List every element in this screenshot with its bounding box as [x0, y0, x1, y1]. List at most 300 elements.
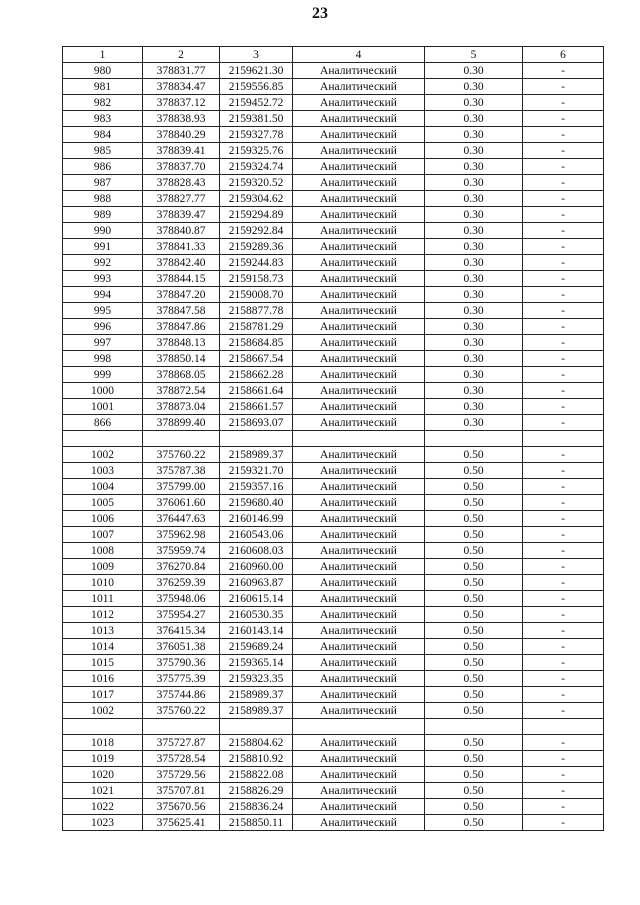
accuracy-cell: 0.50 [425, 559, 523, 575]
accuracy-cell: 0.50 [425, 687, 523, 703]
table-row [63, 511, 604, 527]
point-number-cell: 988 [63, 191, 143, 207]
note-cell: - [523, 623, 604, 639]
accuracy-cell: 0.30 [425, 367, 523, 383]
method-cell: Аналитический [293, 63, 425, 79]
point-number-cell: 983 [63, 111, 143, 127]
note-cell: - [523, 63, 604, 79]
accuracy-cell: 0.30 [425, 303, 523, 319]
method-cell: Аналитический [293, 543, 425, 559]
method-cell: Аналитический [293, 703, 425, 719]
table-row [63, 751, 604, 767]
accuracy-cell: 0.50 [425, 655, 523, 671]
x-coordinate-cell: 375954.27 [143, 607, 220, 623]
accuracy-cell: 0.50 [425, 639, 523, 655]
note-cell: - [523, 527, 604, 543]
y-coordinate-cell: 2158850.11 [220, 815, 293, 831]
table-row [63, 559, 604, 575]
point-number-cell: 1010 [63, 575, 143, 591]
y-coordinate-cell: 2158989.37 [220, 703, 293, 719]
point-number-cell: 984 [63, 127, 143, 143]
y-coordinate-cell: 2158989.37 [220, 687, 293, 703]
point-number-cell: 980 [63, 63, 143, 79]
note-cell: - [523, 799, 604, 815]
point-number-cell: 1004 [63, 479, 143, 495]
y-coordinate-cell: 2158667.54 [220, 351, 293, 367]
point-number-cell: 1021 [63, 783, 143, 799]
accuracy-cell: 0.30 [425, 175, 523, 191]
table-row [63, 207, 604, 223]
method-cell: Аналитический [293, 287, 425, 303]
table-row [63, 575, 604, 591]
note-cell: - [523, 255, 604, 271]
accuracy-cell: 0.30 [425, 111, 523, 127]
table-row [63, 367, 604, 383]
method-cell: Аналитический [293, 367, 425, 383]
y-coordinate-cell: 2159452.72 [220, 95, 293, 111]
note-cell: - [523, 735, 604, 751]
column-header: 6 [523, 47, 604, 63]
point-number-cell: 1022 [63, 799, 143, 815]
empty-cell [220, 431, 293, 447]
table-row [63, 623, 604, 639]
y-coordinate-cell: 2158661.64 [220, 383, 293, 399]
method-cell: Аналитический [293, 159, 425, 175]
table-row [63, 143, 604, 159]
accuracy-cell: 0.30 [425, 255, 523, 271]
table-row [63, 383, 604, 399]
point-number-cell: 999 [63, 367, 143, 383]
point-number-cell: 981 [63, 79, 143, 95]
point-number-cell: 1002 [63, 703, 143, 719]
empty-cell [293, 719, 425, 735]
method-cell: Аналитический [293, 559, 425, 575]
note-cell: - [523, 335, 604, 351]
method-cell: Аналитический [293, 175, 425, 191]
point-number-cell: 1016 [63, 671, 143, 687]
table-header-row [63, 47, 604, 63]
x-coordinate-cell: 378872.54 [143, 383, 220, 399]
note-cell: - [523, 111, 604, 127]
note-cell: - [523, 591, 604, 607]
method-cell: Аналитический [293, 95, 425, 111]
table-row [63, 111, 604, 127]
accuracy-cell: 0.30 [425, 207, 523, 223]
accuracy-cell: 0.50 [425, 591, 523, 607]
method-cell: Аналитический [293, 271, 425, 287]
point-number-cell: 1009 [63, 559, 143, 575]
method-cell: Аналитический [293, 655, 425, 671]
method-cell: Аналитический [293, 191, 425, 207]
y-coordinate-cell: 2159289.36 [220, 239, 293, 255]
point-number-cell: 990 [63, 223, 143, 239]
note-cell: - [523, 159, 604, 175]
y-coordinate-cell: 2160608.03 [220, 543, 293, 559]
table-row [63, 671, 604, 687]
y-coordinate-cell: 2159321.70 [220, 463, 293, 479]
table-row [63, 95, 604, 111]
method-cell: Аналитический [293, 255, 425, 271]
point-number-cell: 987 [63, 175, 143, 191]
accuracy-cell: 0.30 [425, 127, 523, 143]
method-cell: Аналитический [293, 111, 425, 127]
accuracy-cell: 0.50 [425, 495, 523, 511]
table-row [63, 447, 604, 463]
column-header: 1 [63, 47, 143, 63]
x-coordinate-cell: 376415.34 [143, 623, 220, 639]
note-cell: - [523, 639, 604, 655]
table-row [63, 735, 604, 751]
x-coordinate-cell: 378899.40 [143, 415, 220, 431]
method-cell: Аналитический [293, 415, 425, 431]
table-row [63, 399, 604, 415]
accuracy-cell: 0.50 [425, 447, 523, 463]
y-coordinate-cell: 2159244.83 [220, 255, 293, 271]
note-cell: - [523, 319, 604, 335]
note-cell: - [523, 399, 604, 415]
y-coordinate-cell: 2158684.85 [220, 335, 293, 351]
point-number-cell: 1013 [63, 623, 143, 639]
note-cell: - [523, 687, 604, 703]
method-cell: Аналитический [293, 527, 425, 543]
accuracy-cell: 0.50 [425, 767, 523, 783]
accuracy-cell: 0.50 [425, 623, 523, 639]
x-coordinate-cell: 376447.63 [143, 511, 220, 527]
table-row [63, 639, 604, 655]
y-coordinate-cell: 2159680.40 [220, 495, 293, 511]
point-number-cell: 1001 [63, 399, 143, 415]
method-cell: Аналитический [293, 127, 425, 143]
point-number-cell: 998 [63, 351, 143, 367]
point-number-cell: 1003 [63, 463, 143, 479]
note-cell: - [523, 543, 604, 559]
table-row [63, 527, 604, 543]
column-header: 5 [425, 47, 523, 63]
accuracy-cell: 0.50 [425, 527, 523, 543]
table-row [63, 351, 604, 367]
y-coordinate-cell: 2159323.35 [220, 671, 293, 687]
y-coordinate-cell: 2158836.24 [220, 799, 293, 815]
method-cell: Аналитический [293, 335, 425, 351]
table-row [63, 287, 604, 303]
table-row [63, 815, 604, 831]
method-cell: Аналитический [293, 447, 425, 463]
y-coordinate-cell: 2159689.24 [220, 639, 293, 655]
table-row [63, 255, 604, 271]
accuracy-cell: 0.30 [425, 191, 523, 207]
empty-cell [293, 431, 425, 447]
x-coordinate-cell: 375948.06 [143, 591, 220, 607]
x-coordinate-cell: 376061.60 [143, 495, 220, 511]
y-coordinate-cell: 2159556.85 [220, 79, 293, 95]
y-coordinate-cell: 2158693.07 [220, 415, 293, 431]
accuracy-cell: 0.30 [425, 319, 523, 335]
y-coordinate-cell: 2158810.92 [220, 751, 293, 767]
method-cell: Аналитический [293, 607, 425, 623]
x-coordinate-cell: 375760.22 [143, 447, 220, 463]
method-cell: Аналитический [293, 671, 425, 687]
x-coordinate-cell: 375728.54 [143, 751, 220, 767]
y-coordinate-cell: 2159325.76 [220, 143, 293, 159]
x-coordinate-cell: 378834.47 [143, 79, 220, 95]
x-coordinate-cell: 378868.05 [143, 367, 220, 383]
column-header: 2 [143, 47, 220, 63]
y-coordinate-cell: 2159357.16 [220, 479, 293, 495]
point-number-cell: 985 [63, 143, 143, 159]
method-cell: Аналитический [293, 223, 425, 239]
accuracy-cell: 0.50 [425, 575, 523, 591]
y-coordinate-cell: 2159294.89 [220, 207, 293, 223]
note-cell: - [523, 415, 604, 431]
x-coordinate-cell: 378837.12 [143, 95, 220, 111]
x-coordinate-cell: 378831.77 [143, 63, 220, 79]
y-coordinate-cell: 2160615.14 [220, 591, 293, 607]
table-row [63, 463, 604, 479]
empty-cell [523, 719, 604, 735]
point-number-cell: 1005 [63, 495, 143, 511]
accuracy-cell: 0.50 [425, 543, 523, 559]
note-cell: - [523, 175, 604, 191]
x-coordinate-cell: 375707.81 [143, 783, 220, 799]
point-number-cell: 996 [63, 319, 143, 335]
table-row [63, 63, 604, 79]
x-coordinate-cell: 378840.87 [143, 223, 220, 239]
note-cell: - [523, 671, 604, 687]
method-cell: Аналитический [293, 751, 425, 767]
accuracy-cell: 0.50 [425, 671, 523, 687]
y-coordinate-cell: 2158822.08 [220, 767, 293, 783]
method-cell: Аналитический [293, 623, 425, 639]
note-cell: - [523, 815, 604, 831]
y-coordinate-cell: 2160530.35 [220, 607, 293, 623]
empty-cell [425, 719, 523, 735]
note-cell: - [523, 703, 604, 719]
x-coordinate-cell: 376259.39 [143, 575, 220, 591]
table-row [63, 703, 604, 719]
method-cell: Аналитический [293, 207, 425, 223]
table-row [63, 783, 604, 799]
accuracy-cell: 0.50 [425, 799, 523, 815]
empty-cell [63, 431, 143, 447]
note-cell: - [523, 79, 604, 95]
table-row [63, 495, 604, 511]
note-cell: - [523, 271, 604, 287]
accuracy-cell: 0.30 [425, 223, 523, 239]
accuracy-cell: 0.30 [425, 95, 523, 111]
x-coordinate-cell: 378841.33 [143, 239, 220, 255]
group-separator-row [63, 431, 604, 447]
method-cell: Аналитический [293, 495, 425, 511]
accuracy-cell: 0.30 [425, 351, 523, 367]
method-cell: Аналитический [293, 735, 425, 751]
point-number-cell: 1014 [63, 639, 143, 655]
point-number-cell: 997 [63, 335, 143, 351]
method-cell: Аналитический [293, 143, 425, 159]
x-coordinate-cell: 378827.77 [143, 191, 220, 207]
method-cell: Аналитический [293, 575, 425, 591]
method-cell: Аналитический [293, 767, 425, 783]
accuracy-cell: 0.50 [425, 479, 523, 495]
column-header: 3 [220, 47, 293, 63]
x-coordinate-cell: 378842.40 [143, 255, 220, 271]
note-cell: - [523, 575, 604, 591]
accuracy-cell: 0.30 [425, 383, 523, 399]
y-coordinate-cell: 2160543.06 [220, 527, 293, 543]
method-cell: Аналитический [293, 479, 425, 495]
table-row [63, 127, 604, 143]
x-coordinate-cell: 375727.87 [143, 735, 220, 751]
y-coordinate-cell: 2160146.99 [220, 511, 293, 527]
note-cell: - [523, 287, 604, 303]
y-coordinate-cell: 2159621.30 [220, 63, 293, 79]
point-number-cell: 1015 [63, 655, 143, 671]
y-coordinate-cell: 2159365.14 [220, 655, 293, 671]
point-number-cell: 1008 [63, 543, 143, 559]
x-coordinate-cell: 378828.43 [143, 175, 220, 191]
note-cell: - [523, 303, 604, 319]
y-coordinate-cell: 2159008.70 [220, 287, 293, 303]
group-separator-row [63, 719, 604, 735]
note-cell: - [523, 767, 604, 783]
x-coordinate-cell: 375959.74 [143, 543, 220, 559]
accuracy-cell: 0.30 [425, 143, 523, 159]
x-coordinate-cell: 378838.93 [143, 111, 220, 127]
note-cell: - [523, 463, 604, 479]
table-row [63, 159, 604, 175]
note-cell: - [523, 191, 604, 207]
point-number-cell: 989 [63, 207, 143, 223]
x-coordinate-cell: 378840.29 [143, 127, 220, 143]
y-coordinate-cell: 2158826.29 [220, 783, 293, 799]
method-cell: Аналитический [293, 351, 425, 367]
y-coordinate-cell: 2159327.78 [220, 127, 293, 143]
x-coordinate-cell: 376270.84 [143, 559, 220, 575]
table-row [63, 479, 604, 495]
x-coordinate-cell: 376051.38 [143, 639, 220, 655]
y-coordinate-cell: 2158781.29 [220, 319, 293, 335]
y-coordinate-cell: 2159320.52 [220, 175, 293, 191]
point-number-cell: 1019 [63, 751, 143, 767]
method-cell: Аналитический [293, 591, 425, 607]
point-number-cell: 994 [63, 287, 143, 303]
x-coordinate-cell: 378839.41 [143, 143, 220, 159]
y-coordinate-cell: 2160143.14 [220, 623, 293, 639]
table-row [63, 607, 604, 623]
y-coordinate-cell: 2158989.37 [220, 447, 293, 463]
coordinates-table [62, 46, 604, 831]
column-header: 4 [293, 47, 425, 63]
x-coordinate-cell: 378837.70 [143, 159, 220, 175]
note-cell: - [523, 127, 604, 143]
x-coordinate-cell: 375962.98 [143, 527, 220, 543]
table-row [63, 767, 604, 783]
accuracy-cell: 0.50 [425, 815, 523, 831]
note-cell: - [523, 95, 604, 111]
method-cell: Аналитический [293, 399, 425, 415]
accuracy-cell: 0.30 [425, 239, 523, 255]
point-number-cell: 986 [63, 159, 143, 175]
x-coordinate-cell: 375775.39 [143, 671, 220, 687]
y-coordinate-cell: 2158661.57 [220, 399, 293, 415]
table-row [63, 175, 604, 191]
table-row [63, 799, 604, 815]
y-coordinate-cell: 2158662.28 [220, 367, 293, 383]
table-row [63, 303, 604, 319]
x-coordinate-cell: 375744.86 [143, 687, 220, 703]
method-cell: Аналитический [293, 303, 425, 319]
method-cell: Аналитический [293, 383, 425, 399]
x-coordinate-cell: 378847.86 [143, 319, 220, 335]
accuracy-cell: 0.30 [425, 399, 523, 415]
table-row [63, 191, 604, 207]
method-cell: Аналитический [293, 799, 425, 815]
accuracy-cell: 0.50 [425, 511, 523, 527]
page-number: 23 [312, 5, 328, 22]
note-cell: - [523, 351, 604, 367]
accuracy-cell: 0.30 [425, 79, 523, 95]
accuracy-cell: 0.50 [425, 783, 523, 799]
point-number-cell: 1023 [63, 815, 143, 831]
x-coordinate-cell: 375787.38 [143, 463, 220, 479]
x-coordinate-cell: 375670.56 [143, 799, 220, 815]
x-coordinate-cell: 378847.20 [143, 287, 220, 303]
x-coordinate-cell: 375625.41 [143, 815, 220, 831]
table-row [63, 79, 604, 95]
note-cell: - [523, 367, 604, 383]
point-number-cell: 1020 [63, 767, 143, 783]
table-row [63, 271, 604, 287]
empty-cell [425, 431, 523, 447]
empty-cell [143, 719, 220, 735]
x-coordinate-cell: 378847.58 [143, 303, 220, 319]
note-cell: - [523, 447, 604, 463]
table-row [63, 655, 604, 671]
accuracy-cell: 0.50 [425, 607, 523, 623]
empty-cell [143, 431, 220, 447]
table-row [63, 687, 604, 703]
table-body [63, 63, 604, 831]
note-cell: - [523, 143, 604, 159]
point-number-cell: 1018 [63, 735, 143, 751]
note-cell: - [523, 751, 604, 767]
y-coordinate-cell: 2160960.00 [220, 559, 293, 575]
note-cell: - [523, 783, 604, 799]
method-cell: Аналитический [293, 687, 425, 703]
y-coordinate-cell: 2159381.50 [220, 111, 293, 127]
point-number-cell: 1011 [63, 591, 143, 607]
note-cell: - [523, 239, 604, 255]
table-row [63, 543, 604, 559]
point-number-cell: 866 [63, 415, 143, 431]
x-coordinate-cell: 378848.13 [143, 335, 220, 351]
table-row [63, 415, 604, 431]
method-cell: Аналитический [293, 639, 425, 655]
x-coordinate-cell: 378850.14 [143, 351, 220, 367]
note-cell: - [523, 223, 604, 239]
method-cell: Аналитический [293, 319, 425, 335]
x-coordinate-cell: 378873.04 [143, 399, 220, 415]
method-cell: Аналитический [293, 239, 425, 255]
point-number-cell: 1000 [63, 383, 143, 399]
x-coordinate-cell: 378839.47 [143, 207, 220, 223]
empty-cell [220, 719, 293, 735]
note-cell: - [523, 607, 604, 623]
x-coordinate-cell: 375760.22 [143, 703, 220, 719]
point-number-cell: 991 [63, 239, 143, 255]
point-number-cell: 995 [63, 303, 143, 319]
x-coordinate-cell: 375799.00 [143, 479, 220, 495]
note-cell: - [523, 511, 604, 527]
